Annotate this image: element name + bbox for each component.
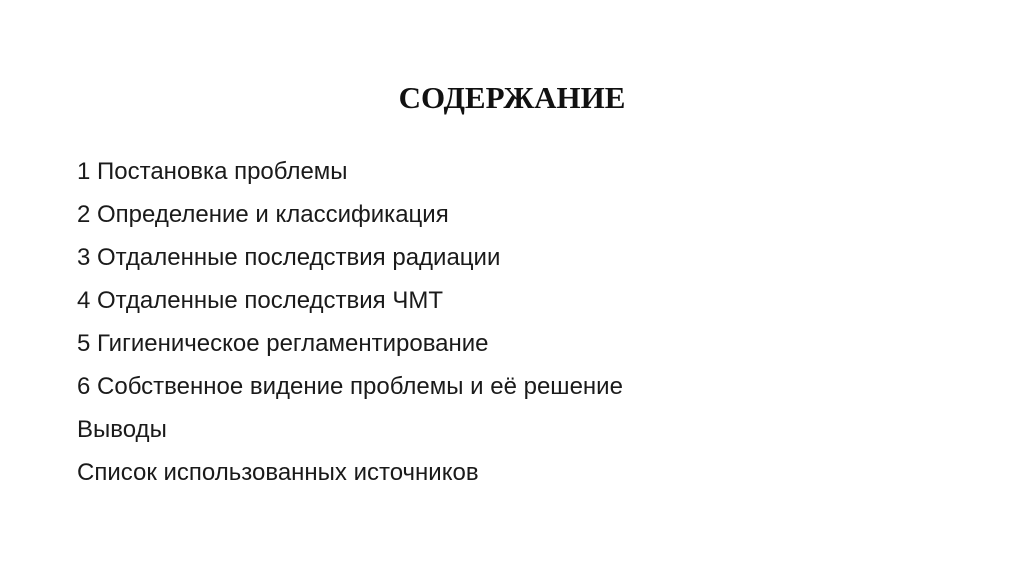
- slide-title: СОДЕРЖАНИЕ: [398, 80, 626, 115]
- toc-item-references: Список использованных источников: [77, 459, 479, 486]
- toc-item-hygienic-regulation: 5 Гигиеническое регламентирование: [77, 330, 489, 357]
- toc-item-tbi-consequences: 4 Отдаленные последствия ЧМТ: [77, 287, 443, 314]
- toc-item-definition-classification: 2 Определение и классификация: [77, 201, 449, 228]
- toc-item-conclusions: Выводы: [77, 416, 167, 443]
- toc-item-problem-statement: 1 Постановка проблемы: [77, 158, 348, 185]
- toc-item-radiation-consequences: 3 Отдаленные последствия радиации: [77, 244, 501, 271]
- toc-item-own-vision: 6 Собственное видение проблемы и её решение: [77, 373, 623, 400]
- table-of-contents: [77, 150, 623, 494]
